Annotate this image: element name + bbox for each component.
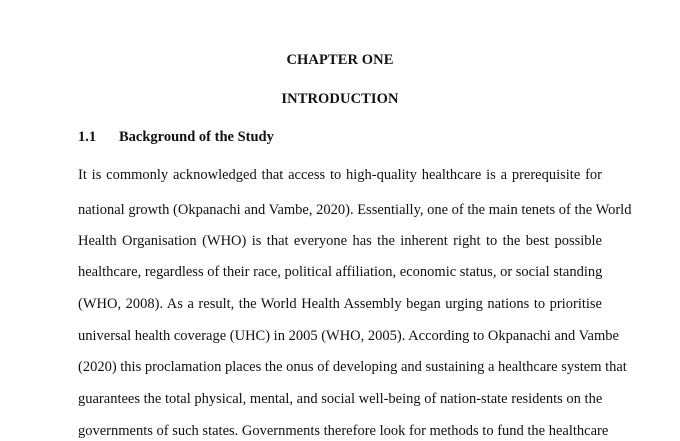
paragraph-line: (WHO, 2008). As a result, the World Health Assembly began urging nations to prioritise: [78, 296, 602, 312]
chapter-title: CHAPTER ONE: [286, 52, 394, 68]
section-number: 1.1: [78, 129, 97, 145]
paragraph-line: Health Organisation (WHO) is that everyone has the inherent right to the best possible: [78, 233, 602, 249]
paragraph-line: healthcare, regardless of their race, political affiliation, economic status, or social standing: [78, 264, 603, 280]
chapter-subtitle: INTRODUCTION: [281, 91, 399, 107]
section-title: Background of the Study: [119, 129, 274, 145]
paragraph-line: guarantees the total physical, mental, and social well-being of nation-state residents on the: [78, 391, 603, 407]
paragraph-line: (2020) this proclamation places the onus of developing and sustaining a healthcare system that: [78, 359, 627, 375]
paragraph-line: governments of such states. Governments therefore look for methods to fund the healthcare: [78, 423, 609, 439]
section-heading: [78, 129, 274, 146]
paragraph-line: It is commonly acknowledged that access to high-quality healthcare is a prerequisite for: [78, 167, 602, 183]
paragraph-line: national growth (Okpanachi and Vambe, 2020). Essentially, one of the main tenets of the World: [78, 202, 632, 218]
paragraph-line: universal health coverage (UHC) in 2005 (WHO, 2005). According to Okpanachi and Vambe: [78, 328, 619, 344]
